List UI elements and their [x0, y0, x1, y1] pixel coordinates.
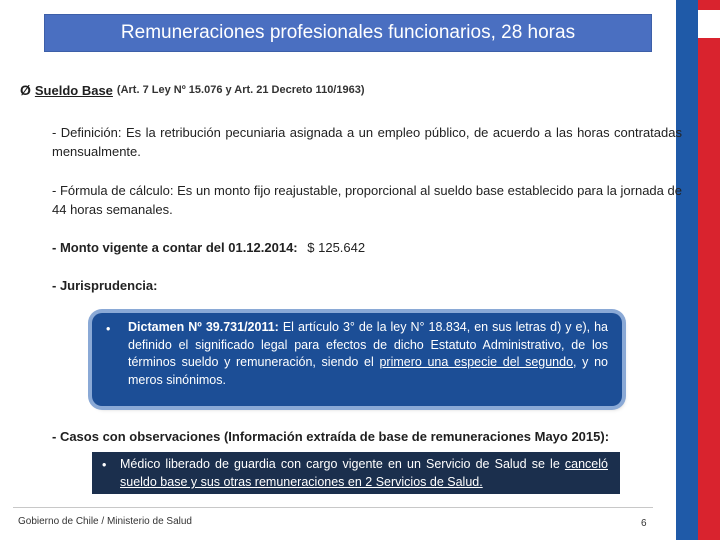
- definicion-text: Es la retribución pecuniaria asignada a un empleo público, de acuerdo a las horas contratadas mensualmente.: [52, 125, 682, 159]
- formula-paragraph: [52, 181, 682, 219]
- monto-paragraph: [52, 238, 682, 257]
- bullet-icon: •: [106, 322, 111, 336]
- formula-label: - Fórmula de cálculo:: [52, 183, 174, 198]
- monto-label: - Monto vigente a contar del 01.12.2014:: [52, 240, 298, 255]
- flag-blue-stripe: [676, 0, 698, 540]
- casos-text-a: Médico liberado de guardia con cargo vigente en un Servicio de Salud se le: [120, 457, 560, 471]
- footer-divider: [13, 507, 653, 508]
- casos-callout-box: [92, 452, 620, 494]
- dictamen-text-underlined: primero una especie del segundo: [379, 355, 574, 369]
- dictamen-label: Dictamen Nº 39.731/2011:: [128, 320, 279, 334]
- section-heading: [20, 82, 365, 98]
- chile-flag-decoration: [676, 0, 720, 540]
- dictamen-text-b: , y no meros sinónimos.: [128, 355, 608, 387]
- slide-title-bar: [44, 14, 652, 52]
- monto-value: $ 125.642: [307, 240, 366, 255]
- dictamen-text-a: El artículo 3° de la ley N° 18.834, en sus letras d) y e), ha definido el significado legal para efectos de dicho Estatuto Administrativo, de los términos sueldo y remuneración, siendo el: [128, 320, 608, 369]
- bullet-icon: •: [102, 458, 107, 472]
- footer-organization: Gobierno de Chile / Ministerio de Salud: [18, 516, 192, 527]
- casos-heading: - Casos con observaciones (Información extraída de base de remuneraciones Mayo 2015):: [52, 429, 610, 444]
- casos-text-underlined: canceló sueldo base y sus otras remuneraciones en 2 Servicios de Salud.: [120, 457, 608, 489]
- section-reference: (Art. 7 Ley Nº 15.076 y Art. 21 Decreto 110/1963): [116, 84, 365, 96]
- jurisprudencia-heading: - Jurisprudencia:: [52, 278, 158, 293]
- definicion-label: - Definición:: [52, 125, 122, 140]
- formula-text: Es un monto fijo reajustable, proporcional al sueldo base establecido para la jornada de 44 horas semanales.: [52, 183, 682, 217]
- flag-white-block: [698, 10, 720, 38]
- arrow-bullet-icon: Ø: [20, 82, 31, 98]
- definicion-paragraph: [52, 123, 682, 161]
- dictamen-callout-box: [92, 313, 622, 406]
- page-number: 6: [641, 518, 647, 529]
- flag-red-stripe: [698, 0, 720, 540]
- slide-title: Remuneraciones profesionales funcionarios, 28 horas: [120, 22, 576, 43]
- section-label: Sueldo Base: [34, 82, 113, 98]
